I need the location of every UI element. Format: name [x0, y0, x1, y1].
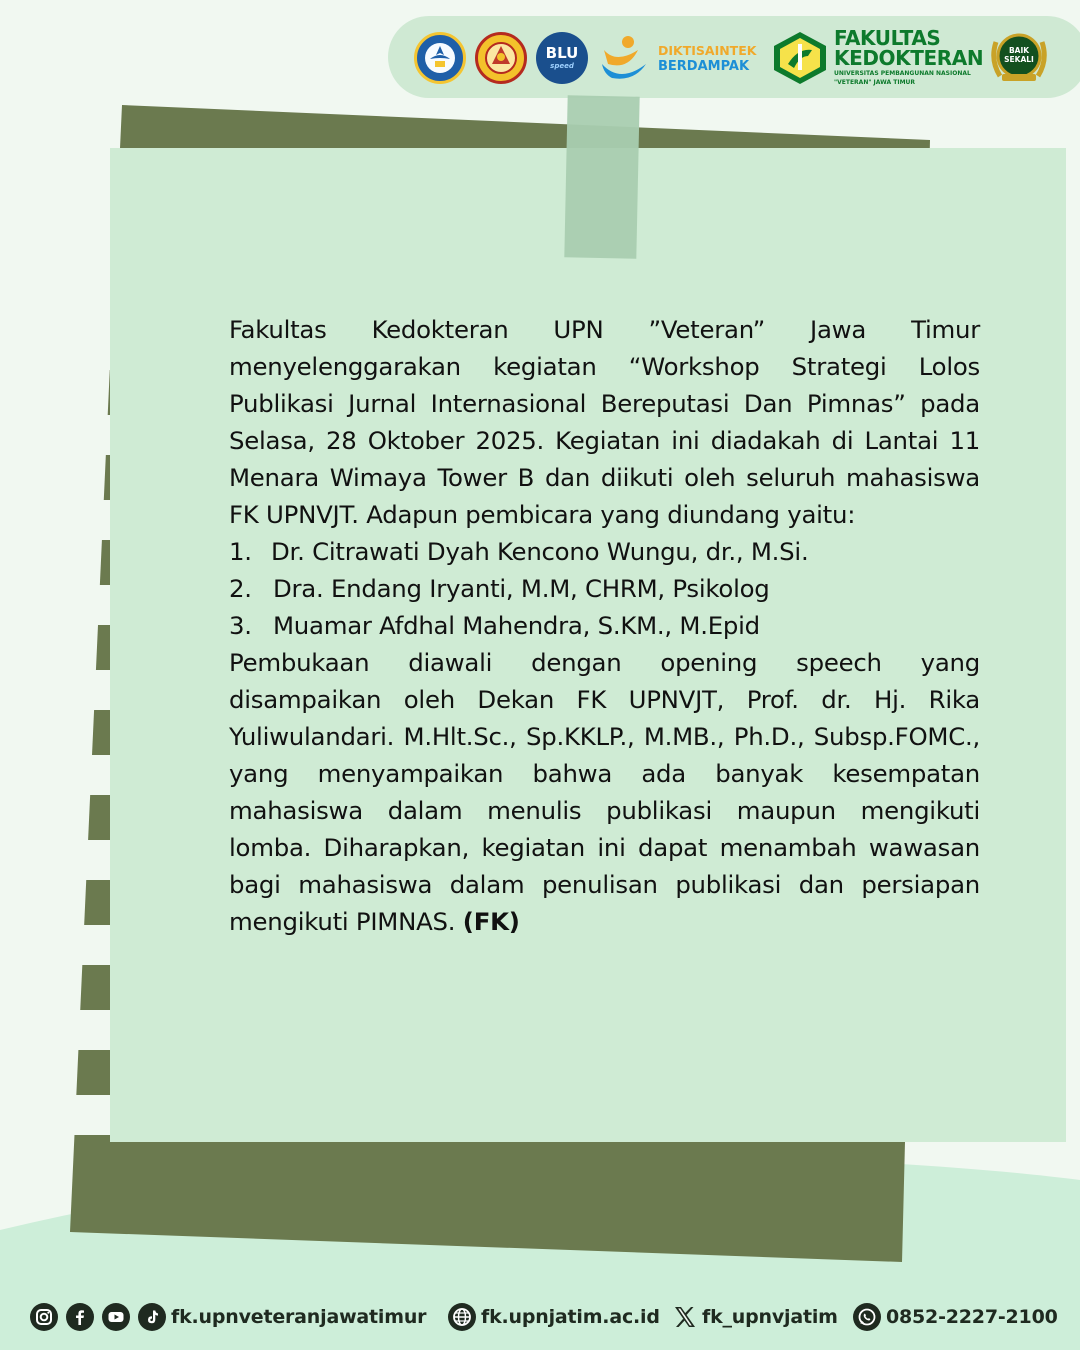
diktisaintek-text	[658, 43, 756, 75]
speaker-list	[229, 533, 980, 644]
footer	[0, 1298, 1080, 1338]
x-handle-link[interactable]: fk_upnvjatim	[702, 1306, 838, 1328]
speaker-item	[229, 533, 980, 570]
speaker-number: 3.	[229, 611, 252, 640]
whatsapp-icon[interactable]	[853, 1303, 881, 1331]
speaker-number: 2.	[229, 574, 252, 603]
speaker-name: Muamar Afdhal Mahendra, S.KM., M.Epid	[273, 611, 760, 640]
tiktok-icon[interactable]	[138, 1303, 166, 1331]
blu-subtext: speed	[550, 62, 574, 70]
faculty-line-2: KEDOKTERAN	[834, 46, 984, 70]
blu-text: BLU	[545, 44, 579, 62]
speaker-name: Dra. Endang Iryanti, M.M, CHRM, Psikolog	[273, 574, 770, 603]
kemdikbud-logo	[414, 32, 466, 84]
website-link[interactable]: fk.upnjatim.ac.id	[481, 1306, 660, 1328]
x-logo-icon[interactable]	[672, 1304, 698, 1330]
blu-speed-logo	[536, 32, 588, 84]
faculty-line-1: FAKULTAS	[834, 26, 941, 50]
globe-icon[interactable]	[448, 1303, 476, 1331]
phone-number[interactable]: 0852-2227-2100	[886, 1306, 1058, 1328]
diktisaintek-icon	[598, 34, 650, 84]
author-tag: (FK)	[462, 907, 520, 936]
upn-logo	[475, 32, 527, 84]
intro-paragraph: Fakultas Kedokteran UPN ”Veteran” Jawa Timur menyelenggarakan kegiatan “Workshop Strategi Lolos Publikasi Jurnal Internasional Bereputasi Dan Pimnas” pada Selasa, 28 Oktober 2025. Kegiatan ini diadakah di Lantai 11 Menara Wimaya Tower B dan diikuti oleh seluruh mahasiswa FK UPNVJT. Adapun pembicara yang diundang yaitu:	[229, 315, 980, 529]
speaker-item	[229, 607, 980, 644]
social-handle-link[interactable]: fk.upnveteranjawatimur	[171, 1306, 427, 1328]
tut-wuri-emblem-icon	[423, 41, 457, 75]
closing-text: Pembukaan diawali dengan opening speech yang disampaikan oleh Dekan FK UPNVJT, Prof. dr. Hj. Rika Yuliwulandari. M.Hlt.Sc., Sp.KKLP., M.MB., Ph.D., Subsp.FOMC., yang menyampaikan bahwa ada banyak kesempatan mahasiswa dalam menulis publikasi maupun mengikuti lomba. Diharapkan, kegiatan ini dapat menambah wawasan bagi mahasiswa dalam penulisan publikasi dan persiapan mengikuti PIMNAS.	[229, 648, 980, 936]
instagram-icon[interactable]	[30, 1303, 58, 1331]
closing-paragraph	[229, 644, 980, 940]
faculty-line-4: "VETERAN" JAWA TIMUR	[834, 79, 916, 86]
badge-line-2: SEKALI	[1004, 55, 1034, 64]
baik-sekali-badge	[988, 28, 1050, 88]
badge-line-1: BAIK	[1008, 46, 1030, 55]
article-body	[229, 311, 980, 940]
speaker-number: 1.	[229, 537, 252, 566]
facebook-icon[interactable]	[66, 1303, 94, 1331]
speaker-item	[229, 570, 980, 607]
tape-decoration	[564, 95, 639, 258]
faculty-brand	[834, 28, 983, 86]
dikti-line-2: BERDAMPAK	[658, 59, 750, 74]
upn-emblem-icon	[483, 40, 519, 76]
faculty-line-3: UNIVERSITAS PEMBANGUNAN NASIONAL	[834, 70, 971, 77]
speaker-name: Dr. Citrawati Dyah Kencono Wungu, dr., M.Si.	[271, 537, 809, 566]
dikti-line-1: DIKTISAINTEK	[658, 43, 757, 58]
fk-emblem-icon	[772, 30, 828, 86]
youtube-icon[interactable]	[102, 1303, 130, 1331]
